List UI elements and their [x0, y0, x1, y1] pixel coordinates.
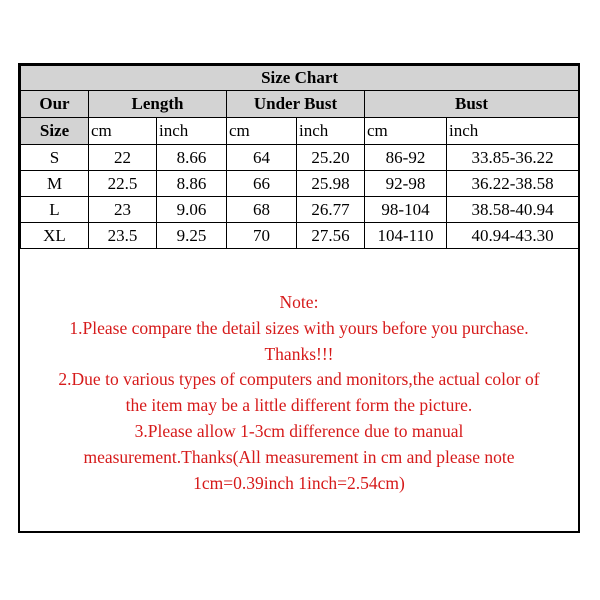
table-cell: 23	[89, 197, 157, 223]
size-cell: XL	[21, 223, 89, 249]
unit-header: cm	[89, 118, 157, 145]
table-row	[21, 171, 579, 197]
size-chart-frame	[18, 63, 580, 533]
size-header-bottom: Size	[21, 118, 89, 145]
table-cell: 23.5	[89, 223, 157, 249]
table-cell: 36.22-38.58	[447, 171, 579, 197]
table-cell: 26.77	[297, 197, 365, 223]
note-heading: Note:	[279, 292, 319, 312]
table-cell: 25.98	[297, 171, 365, 197]
table-cell: 25.20	[297, 145, 365, 171]
note-line: 1.Please compare the detail sizes with yours before you purchase.	[69, 317, 529, 338]
unit-header: inch	[157, 118, 227, 145]
table-cell: 68	[227, 197, 297, 223]
unit-header: cm	[365, 118, 447, 145]
table-cell: 38.58-40.94	[447, 197, 579, 223]
table-cell: 9.06	[157, 197, 227, 223]
note-line: 1cm=0.39inch 1inch=2.54cm)	[193, 472, 405, 493]
size-header-top: Our	[21, 91, 89, 118]
table-cell: 8.86	[157, 171, 227, 197]
note-line: 2.Due to various types of computers and monitors,the actual color of	[58, 369, 540, 390]
unit-header: cm	[227, 118, 297, 145]
group-header-length: Length	[89, 91, 227, 118]
table-cell: 104-110	[365, 223, 447, 249]
table-cell: 86-92	[365, 145, 447, 171]
table-row	[21, 197, 579, 223]
group-header-bust: Bust	[365, 91, 579, 118]
table-cell: 27.56	[297, 223, 365, 249]
size-cell: L	[21, 197, 89, 223]
table-cell: 64	[227, 145, 297, 171]
note-block	[20, 290, 578, 496]
table-cell: 92-98	[365, 171, 447, 197]
size-chart-table	[20, 65, 579, 249]
table-cell: 22.5	[89, 171, 157, 197]
table-row	[21, 223, 579, 249]
note-line: 3.Please allow 1-3cm difference due to manual	[134, 420, 464, 441]
table-cell: 8.66	[157, 145, 227, 171]
table-cell: 66	[227, 171, 297, 197]
note-line: measurement.Thanks(All measurement in cm and please note	[83, 446, 515, 467]
note-line: the item may be a little different form the picture.	[125, 395, 473, 416]
table-cell: 33.85-36.22	[447, 145, 579, 171]
group-header-under-bust: Under Bust	[227, 91, 365, 118]
table-cell: 9.25	[157, 223, 227, 249]
size-cell: M	[21, 171, 89, 197]
table-row	[21, 145, 579, 171]
note-line: Thanks!!!	[264, 343, 334, 364]
table-cell: 22	[89, 145, 157, 171]
table-cell: 40.94-43.30	[447, 223, 579, 249]
table-cell: 70	[227, 223, 297, 249]
table-cell: 98-104	[365, 197, 447, 223]
size-cell: S	[21, 145, 89, 171]
unit-header: inch	[297, 118, 365, 145]
table-title: Size Chart	[21, 66, 579, 91]
unit-header: inch	[447, 118, 579, 145]
